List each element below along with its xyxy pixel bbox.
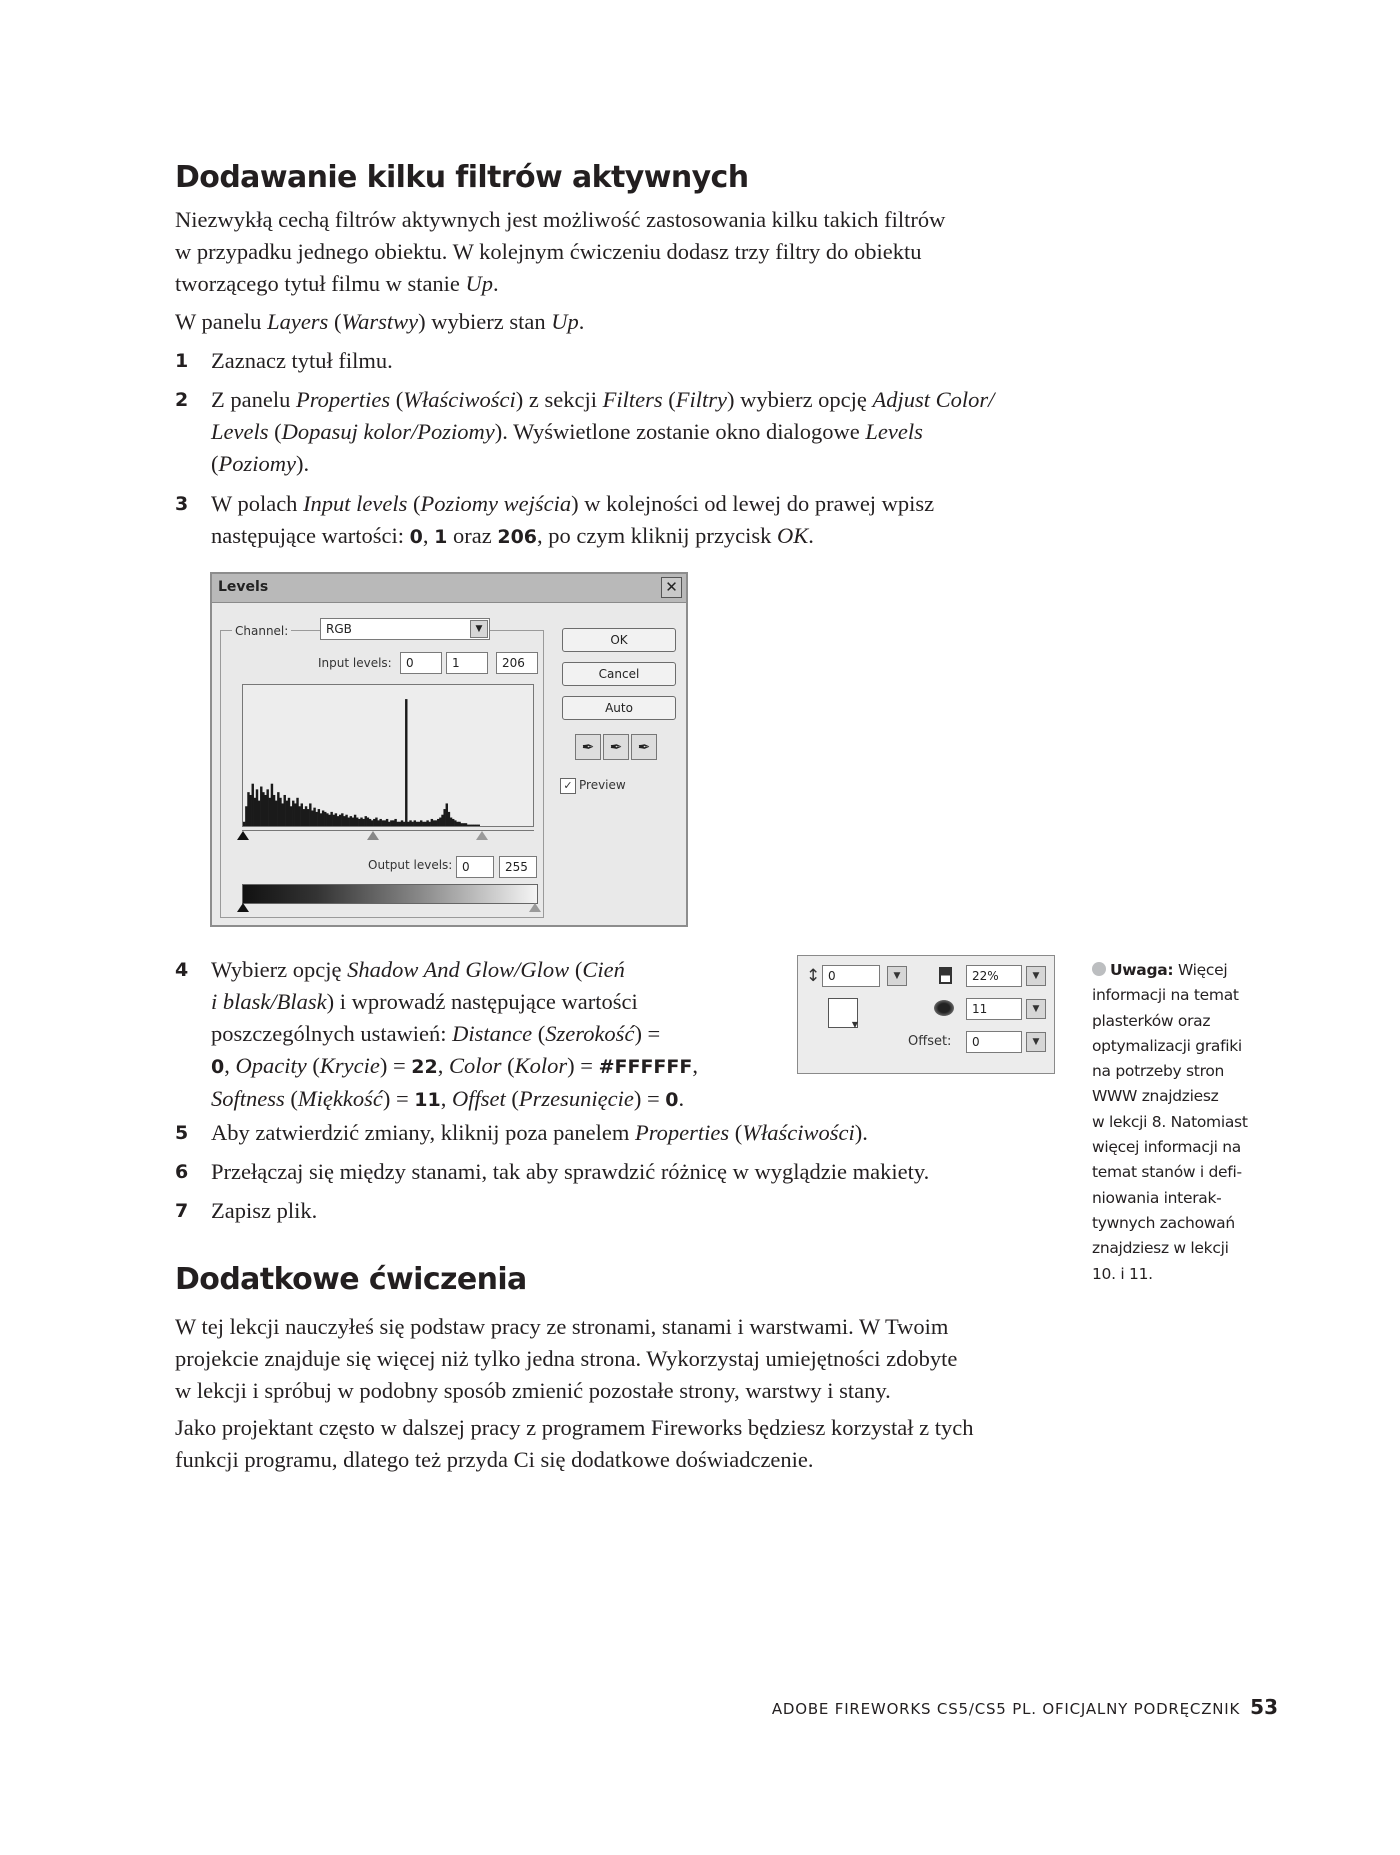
histogram-bar xyxy=(401,820,403,826)
text-run: Properties xyxy=(635,1120,730,1145)
layers-instruction xyxy=(175,306,1075,338)
note-line: Więcej xyxy=(1173,961,1228,979)
note-line: informacji na temat xyxy=(1092,986,1239,1005)
histogram-bar xyxy=(266,789,268,826)
step-5 xyxy=(175,1117,1075,1149)
text-run: Miękkość xyxy=(297,1086,383,1111)
step-number: 5 xyxy=(175,1122,189,1144)
step-text: Zaznacz tytuł filmu. xyxy=(211,348,393,373)
histogram-bar xyxy=(352,818,354,826)
text-run: ( xyxy=(284,1086,298,1111)
intro-end: . xyxy=(493,271,499,296)
histogram-bar xyxy=(290,806,292,826)
histogram-bar xyxy=(309,803,311,826)
offset-field[interactable]: 0 xyxy=(966,1031,1022,1053)
color-swatch[interactable] xyxy=(828,998,858,1028)
histogram-bar xyxy=(375,818,377,826)
histogram-bar xyxy=(475,825,477,826)
note-line: plasterków oraz xyxy=(1092,1011,1211,1030)
histogram-bar xyxy=(441,815,443,826)
text-run: Input levels xyxy=(303,491,408,516)
histogram-bar xyxy=(392,820,394,826)
black-eyedropper-icon[interactable]: ✒ xyxy=(575,734,601,760)
text-run: . xyxy=(808,523,814,548)
chevron-down-icon[interactable]: ▼ xyxy=(1026,999,1046,1019)
channel-label: Channel: xyxy=(232,624,291,638)
histogram-bar xyxy=(373,819,375,826)
intro-line: Niezwykłą cechą filtrów aktywnych jest możliwość zastosowania kilku takich filtrów xyxy=(175,207,946,232)
note-line: na potrzeby stron xyxy=(1092,1062,1225,1081)
text-run: , xyxy=(437,1053,449,1078)
histogram-bar xyxy=(269,798,271,826)
chevron-down-icon[interactable]: ▼ xyxy=(1026,1032,1046,1052)
note-line: niowania interak- xyxy=(1092,1188,1222,1207)
text-run: ) i wprowadź następujące wartości xyxy=(326,989,638,1014)
histogram-bar xyxy=(414,820,416,826)
histogram-bar xyxy=(258,801,260,826)
histogram-bar xyxy=(318,809,320,826)
histogram-bar xyxy=(369,819,371,826)
histogram-bar xyxy=(365,816,367,826)
text-run: i blask/Blask xyxy=(211,989,327,1014)
histogram-bar xyxy=(284,795,286,826)
histogram-bar xyxy=(450,818,452,826)
text-run: Właściwości xyxy=(742,1120,855,1145)
step-number: 1 xyxy=(175,350,189,372)
histogram xyxy=(243,685,533,826)
preview-checkbox[interactable]: ✓ xyxy=(560,778,576,794)
white-eyedropper-icon[interactable]: ✒ xyxy=(631,734,657,760)
cancel-button[interactable]: Cancel xyxy=(562,662,676,686)
dialog-title-bar[interactable] xyxy=(212,574,686,603)
preview-label: Preview xyxy=(579,778,626,792)
text-run: ). xyxy=(296,451,310,476)
histogram-bar xyxy=(277,792,279,826)
offset-label: Offset: xyxy=(908,1034,952,1049)
step-text xyxy=(211,384,1075,480)
histogram-bar xyxy=(279,798,281,826)
close-icon[interactable]: ✕ xyxy=(661,577,682,598)
text-run: Softness xyxy=(211,1086,285,1111)
input-white-point-slider[interactable] xyxy=(476,831,488,840)
histogram-bar xyxy=(245,806,247,826)
step-number: 6 xyxy=(175,1161,189,1183)
text-run: ). xyxy=(854,1120,868,1145)
text-run: , xyxy=(440,1086,452,1111)
text-run: , xyxy=(224,1053,236,1078)
histogram-bar xyxy=(407,822,409,826)
note-line: znajdziesz w lekcji xyxy=(1092,1239,1229,1258)
histogram-bar xyxy=(252,784,254,826)
text-run: poszczególnych ustawień: xyxy=(211,1021,453,1046)
note-line: tywnych zachowań xyxy=(1092,1213,1235,1232)
histogram-bar xyxy=(341,813,343,826)
softness-field[interactable]: 11 xyxy=(966,998,1022,1020)
histogram-bar xyxy=(350,816,352,826)
histogram-bar xyxy=(358,819,360,826)
step-4 xyxy=(175,954,775,1116)
note-label: Uwaga: xyxy=(1110,961,1174,979)
histogram-bar xyxy=(439,818,441,826)
histogram-bar xyxy=(478,825,480,826)
text-run: Kolor xyxy=(514,1053,568,1078)
histogram-bar xyxy=(322,810,324,826)
histogram-bar xyxy=(473,825,475,826)
histogram-bar xyxy=(356,818,358,826)
page-footer xyxy=(772,1695,1278,1719)
text-run: W polach xyxy=(211,491,304,516)
text-run: ( xyxy=(569,957,583,982)
text-run: Levels xyxy=(865,419,923,444)
text-run: ( xyxy=(268,419,282,444)
histogram-bar xyxy=(397,822,399,826)
histogram-bar xyxy=(328,815,330,826)
text-run: Properties xyxy=(295,387,391,412)
text-run: OK xyxy=(776,523,809,548)
step-number: 7 xyxy=(175,1200,189,1222)
text-run: #FFFFFF xyxy=(598,1056,693,1078)
step-3 xyxy=(175,488,1075,553)
histogram-bar xyxy=(256,789,258,826)
section-heading: Dodawanie kilku filtrów aktywnych xyxy=(175,160,749,195)
histogram-bar xyxy=(465,823,467,826)
chevron-down-icon[interactable]: ▼ xyxy=(887,966,907,986)
histogram-bar xyxy=(405,699,407,826)
step-text: Zapisz plik. xyxy=(211,1198,318,1223)
histogram-bar xyxy=(390,820,392,826)
text-run: ( xyxy=(390,387,404,412)
intro-paragraph xyxy=(175,204,1075,300)
histogram-bar xyxy=(301,803,303,826)
histogram-bar xyxy=(262,792,264,826)
step-text xyxy=(211,954,775,1116)
step-number: 2 xyxy=(175,389,189,411)
histogram-bar xyxy=(435,820,437,826)
text-run: Layers xyxy=(267,309,329,334)
text-run: Up xyxy=(551,309,579,334)
histogram-bar xyxy=(260,787,262,826)
histogram-bar xyxy=(247,792,249,826)
histogram-bar xyxy=(343,816,345,826)
channel-value: RGB xyxy=(326,622,352,636)
text-run: ( xyxy=(729,1120,743,1145)
histogram-bar xyxy=(311,810,313,826)
text-run: Szerokość xyxy=(545,1021,635,1046)
histogram-bar xyxy=(467,825,469,826)
text-run: ) w kolejności od lewej do prawej wpisz xyxy=(571,491,935,516)
margin-note xyxy=(1092,958,1282,1287)
note-line: w lekcji 8. Natomiast xyxy=(1092,1112,1248,1131)
chevron-down-icon[interactable]: ▼ xyxy=(1026,966,1046,986)
text-run: Levels xyxy=(211,419,269,444)
output-black-slider[interactable] xyxy=(237,903,249,912)
histogram-bar xyxy=(273,795,275,826)
page-number: 53 xyxy=(1250,1695,1278,1719)
text-run: ) = xyxy=(567,1053,599,1078)
histogram-bar xyxy=(399,822,401,826)
histogram-bar xyxy=(429,822,431,826)
text-run: Dopasuj kolor/Poziomy xyxy=(281,419,495,444)
input-levels-label: Input levels: xyxy=(318,656,392,670)
text-run: Poziomy wejścia xyxy=(420,491,572,516)
output-white-slider[interactable] xyxy=(529,903,541,912)
text-run: 206 xyxy=(497,526,538,548)
text-run: następujące wartości: xyxy=(211,523,410,548)
step-text xyxy=(211,1117,1075,1149)
histogram-bar xyxy=(294,803,296,826)
text-run: Przesunięcie xyxy=(518,1086,634,1111)
bullet-icon xyxy=(1092,962,1106,976)
auto-button[interactable]: Auto xyxy=(562,696,676,720)
text-run: ( xyxy=(505,1086,519,1111)
text-run: ( xyxy=(328,309,342,334)
step-text: Przełączaj się między stanami, tak aby sprawdzić różnicę w wyglądzie makiety. xyxy=(211,1159,930,1184)
text-run: ) z sekcji xyxy=(515,387,603,412)
text-run: Offset xyxy=(451,1086,506,1111)
histogram-bar xyxy=(335,813,337,826)
text-run: oraz xyxy=(447,523,498,548)
text-run: 1 xyxy=(434,526,448,548)
histogram-bar xyxy=(307,809,309,826)
text-run: , xyxy=(422,523,435,548)
histogram-bar xyxy=(337,816,339,826)
histogram-bar xyxy=(298,806,300,826)
text-run: . xyxy=(678,1086,685,1111)
output-white-field[interactable]: 255 xyxy=(499,856,537,878)
text-run: 0 xyxy=(409,526,423,548)
text-run: Warstwy xyxy=(341,309,419,334)
text-run: Color xyxy=(448,1053,502,1078)
input-white-field[interactable]: 206 xyxy=(496,652,538,674)
histogram-bar xyxy=(264,795,266,826)
histogram-bar xyxy=(275,801,277,826)
section-heading: Dodatkowe ćwiczenia xyxy=(175,1262,527,1297)
glow-properties-panel xyxy=(797,955,1055,1074)
histogram-bar xyxy=(448,812,450,826)
histogram-bar xyxy=(249,795,251,826)
histogram-bar xyxy=(330,812,332,826)
text-run: Filters xyxy=(602,387,663,412)
text-run: ) wybierz stan xyxy=(418,309,552,334)
text-run: . xyxy=(578,309,585,334)
text-run: Właściwości xyxy=(403,387,516,412)
step-6 xyxy=(175,1156,1075,1188)
text-run: Filtry xyxy=(675,387,727,412)
note-line: optymalizacji grafiki xyxy=(1092,1036,1242,1055)
histogram-bar xyxy=(416,822,418,826)
histogram-bar xyxy=(296,798,298,826)
output-levels-label: Output levels: xyxy=(368,858,453,872)
text-run: ( xyxy=(306,1053,320,1078)
input-black-field[interactable]: 0 xyxy=(400,652,442,674)
histogram-bar xyxy=(320,813,322,826)
section2-paragraph-2 xyxy=(175,1412,1075,1476)
section2-paragraph-1 xyxy=(175,1311,1075,1407)
chevron-down-icon[interactable]: ▼ xyxy=(470,620,488,638)
text-line: w lekcji i spróbuj w podobny sposób zmienić pozostałe strony, warstwy i stany. xyxy=(175,1378,891,1403)
text-run: ( xyxy=(211,451,219,476)
input-gamma-slider[interactable] xyxy=(367,831,379,840)
histogram-bar xyxy=(456,822,458,826)
step-2 xyxy=(175,384,1075,480)
histogram-bar xyxy=(360,818,362,826)
histogram-bar xyxy=(362,819,364,826)
histogram-bar xyxy=(403,822,405,826)
histogram-bar xyxy=(303,809,305,826)
histogram-bar xyxy=(305,806,307,826)
histogram-bar xyxy=(388,822,390,826)
histogram-bar xyxy=(431,819,433,826)
histogram-bar xyxy=(394,819,396,826)
histogram-bar xyxy=(292,801,294,826)
histogram-bar xyxy=(446,803,448,826)
dialog-title: Levels xyxy=(218,579,269,595)
histogram-bar xyxy=(384,820,386,826)
step-number: 4 xyxy=(175,959,189,981)
histogram-bar xyxy=(288,798,290,826)
chevron-down-icon: ▼ xyxy=(851,1020,858,1029)
intro-line: tworzącego tytuł filmu w stanie xyxy=(175,271,466,296)
text-run: 0 xyxy=(665,1089,679,1111)
histogram-bar xyxy=(316,812,318,826)
histogram-bar xyxy=(339,815,341,826)
intro-up: Up xyxy=(465,271,494,296)
opacity-field[interactable]: 22% xyxy=(966,965,1022,987)
histogram-bar xyxy=(458,822,460,826)
histogram-bar xyxy=(333,815,335,826)
text-run: Poziomy xyxy=(218,451,296,476)
channel-select[interactable] xyxy=(320,618,490,640)
output-black-field[interactable]: 0 xyxy=(456,856,494,878)
histogram-bar xyxy=(437,819,439,826)
distance-field[interactable]: 0 xyxy=(822,965,880,987)
text-run: Adjust Color/ xyxy=(872,387,995,412)
note-line: temat stanów i defi- xyxy=(1092,1163,1242,1182)
histogram-bar xyxy=(454,820,456,826)
text-run: Z panelu xyxy=(211,387,296,412)
distance-icon: ↕ xyxy=(806,966,821,986)
gray-eyedropper-icon[interactable]: ✒ xyxy=(603,734,629,760)
text-run: Wybierz opcję xyxy=(211,957,348,982)
histogram-bar xyxy=(379,819,381,826)
histogram-bar xyxy=(324,812,326,826)
step-7 xyxy=(175,1195,1075,1227)
histogram-bar xyxy=(367,818,369,826)
text-run: 22 xyxy=(411,1056,438,1078)
histogram-bar xyxy=(469,825,471,826)
note-line: WWW znajdziesz xyxy=(1092,1087,1219,1106)
histogram-bar xyxy=(409,820,411,826)
histogram-bar xyxy=(371,820,373,826)
text-run: Aby zatwierdzić zmiany, kliknij poza panelem xyxy=(211,1120,636,1145)
histogram-bar xyxy=(243,822,245,826)
text-run: ) = xyxy=(633,1086,666,1111)
text-line: projekcie znajduje się więcej niż tylko jedna strona. Wykorzystaj umiejętności zdobyte xyxy=(175,1346,958,1371)
ok-button[interactable]: OK xyxy=(562,628,676,652)
text-run: Distance xyxy=(452,1021,533,1046)
step-number: 3 xyxy=(175,493,189,515)
histogram-bar xyxy=(461,823,463,826)
text-run: ( xyxy=(501,1053,515,1078)
text-run: W panelu xyxy=(175,309,268,334)
input-slider-track xyxy=(242,830,534,831)
note-line: 10. i 11. xyxy=(1092,1264,1153,1283)
histogram-bar xyxy=(420,820,422,826)
histogram-bar xyxy=(471,825,473,826)
histogram-bar xyxy=(271,784,273,826)
histogram-bar xyxy=(424,822,426,826)
histogram-bar xyxy=(426,820,428,826)
text-run: ( xyxy=(532,1021,546,1046)
text-run: ). Wyświetlone zostanie okno dialogowe xyxy=(494,419,866,444)
text-run: ) = xyxy=(634,1021,661,1046)
text-run: Opacity xyxy=(235,1053,307,1078)
histogram-bar xyxy=(286,801,288,826)
step-text xyxy=(211,488,1075,553)
histogram-bar xyxy=(422,822,424,826)
intro-line: w przypadku jednego obiektu. W kolejnym ćwiczeniu dodasz trzy filtry do obiektu xyxy=(175,239,922,264)
text-run: 0 xyxy=(211,1056,225,1078)
histogram-bar xyxy=(281,803,283,826)
text-run: Cień xyxy=(582,957,625,982)
histogram-bar xyxy=(433,820,435,826)
histogram-bar xyxy=(347,818,349,826)
histogram-bar xyxy=(354,815,356,826)
histogram-bar xyxy=(382,820,384,826)
book-title: ADOBE FIREWORKS CS5/CS5 PL. OFICJALNY PODRĘCZNIK xyxy=(771,1700,1241,1718)
step-1 xyxy=(175,345,1075,377)
levels-dialog xyxy=(210,572,688,927)
input-gamma-field[interactable]: 1 xyxy=(446,652,488,674)
text-run: ( xyxy=(662,387,676,412)
text-run: Krycie xyxy=(319,1053,380,1078)
histogram-bar xyxy=(452,819,454,826)
histogram-bar xyxy=(326,813,328,826)
output-gradient xyxy=(242,884,538,904)
histogram-bar xyxy=(386,819,388,826)
histogram-bar xyxy=(443,809,445,826)
histogram-bar xyxy=(377,820,379,826)
histogram-bar xyxy=(313,808,315,826)
softness-icon xyxy=(934,1000,954,1016)
text-run: , xyxy=(692,1053,698,1078)
text-run: , po czym kliknij przycisk xyxy=(537,523,777,548)
text-run: Shadow And Glow/Glow xyxy=(347,957,570,982)
note-line: więcej informacji na xyxy=(1092,1138,1241,1157)
input-black-point-slider[interactable] xyxy=(237,831,249,840)
text-line: funkcji programu, dlatego też przyda Ci się dodatkowe doświadczenie. xyxy=(175,1447,814,1472)
histogram-bar xyxy=(411,822,413,826)
histogram-bar xyxy=(345,815,347,826)
opacity-icon xyxy=(939,967,952,984)
text-line: W tej lekcji nauczyłeś się podstaw pracy ze stronami, stanami i warstwami. W Twoim xyxy=(175,1314,949,1339)
text-line: Jako projektant często w dalszej pracy z programem Fireworks będziesz korzystał z tych xyxy=(175,1415,974,1440)
text-run: ) wybierz opcję xyxy=(726,387,873,412)
histogram-bar xyxy=(463,823,465,826)
histogram-bar xyxy=(418,822,420,826)
text-run: 11 xyxy=(414,1089,441,1111)
text-run: ( xyxy=(407,491,421,516)
histogram-bar xyxy=(254,798,256,826)
text-run: ) = xyxy=(382,1086,415,1111)
text-run: ) = xyxy=(379,1053,412,1078)
